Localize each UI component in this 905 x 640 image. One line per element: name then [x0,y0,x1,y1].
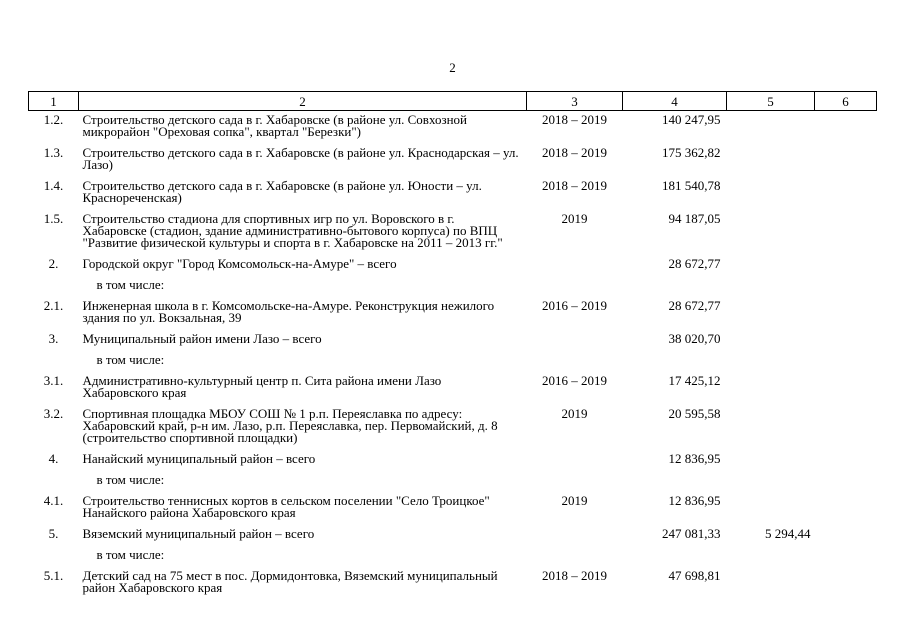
column-5-value [727,210,815,255]
column-5-value [727,492,815,525]
row-number: 1.3. [43,145,64,160]
table-row [29,297,877,330]
column-5-value [727,330,815,351]
header-cell-3: 3 [527,92,623,111]
table-row [29,471,877,492]
column-5-value [727,546,815,567]
column-6-value [815,471,877,492]
object-name: Вяземский муниципальный район – всего [82,526,315,541]
column-6-value [815,297,877,330]
header-cell-1: 1 [29,92,79,111]
amount [623,546,727,567]
years [527,471,623,492]
years [527,255,623,276]
amount: 247 081,33 [662,526,721,541]
table-row [29,144,877,177]
page-number: 2 [449,60,456,75]
object-name: Детский сад на 75 мест в пос. Дормидонтовка, Вяземский муниципальный район Хабаровского края [82,568,498,595]
table-row [29,276,877,297]
amount [623,276,727,297]
years [527,351,623,372]
row-number: 1.2. [43,112,64,127]
table-row [29,546,877,567]
years: 2019 [561,406,588,421]
table-row [29,330,877,351]
column-6-value [815,567,877,600]
row-number: 2. [48,256,59,271]
table-row [29,405,877,450]
column-5-value: 5 294,44 [765,526,811,541]
column-6-value [815,351,877,372]
column-5-value [727,351,815,372]
column-6-value [815,525,877,546]
row-number: 3.1. [43,373,64,388]
row-number [29,546,79,567]
object-name: в том числе: [96,277,165,292]
column-6-value [815,111,877,145]
row-number: 5.1. [43,568,64,583]
amount: 38 020,70 [668,331,721,346]
column-6-value [815,546,877,567]
years [527,525,623,546]
object-name: Строительство теннисных кортов в сельском поселении "Село Троицкое" Нанайского района Хабаровского края [82,493,490,520]
column-6-value [815,330,877,351]
column-6-value [815,372,877,405]
amount: 20 595,58 [668,406,721,421]
table-row [29,567,877,600]
column-5-value [727,177,815,210]
row-number [29,351,79,372]
object-name: Строительство детского сада в г. Хабаровске (в районе ул. Юности – ул. Краснореченская) [82,178,482,205]
object-name: Административно-культурный центр п. Сита района имени Лазо Хабаровского края [82,373,442,400]
years: 2018 – 2019 [542,178,607,193]
object-name: Спортивная площадка МБОУ СОШ № 1 р.п. Переяславка по адресу: Хабаровский край, р-н им. Лазо, р.п. Переяславка, пер. Первомайский, д. 8 (строительство спортивной площадки) [82,406,498,445]
column-6-value [815,144,877,177]
column-5-value [727,405,815,450]
row-number: 4. [48,451,59,466]
object-name: Строительство стадиона для спортивных игр по ул. Воровского в г. Хабаровске (стадион, здание административно-бытового корпуса) по ВПЦ "Развитие физической культуры и спорта в г. Хабаровске на 2011 – 2013 гг." [82,211,503,250]
column-5-value [727,297,815,330]
object-name: Городской округ "Город Комсомольск-на-Амуре" – всего [82,256,397,271]
years: 2018 – 2019 [542,568,607,583]
row-number: 3. [48,331,59,346]
years [527,276,623,297]
years: 2018 – 2019 [542,112,607,127]
years [527,450,623,471]
table-row [29,177,877,210]
column-6-value [815,210,877,255]
column-5-value [727,111,815,145]
object-name: в том числе: [96,547,165,562]
row-number: 3.2. [43,406,64,421]
object-name: в том числе: [96,472,165,487]
table-row [29,372,877,405]
table-row [29,525,877,546]
header-cell-2: 2 [79,92,527,111]
amount [623,351,727,372]
years [527,546,623,567]
table-row [29,450,877,471]
amount: 28 672,77 [668,298,721,313]
years [527,330,623,351]
years: 2016 – 2019 [542,373,607,388]
header-cell-4: 4 [623,92,727,111]
table-row [29,111,877,145]
row-number: 2.1. [43,298,64,313]
amount: 12 836,95 [668,451,721,466]
row-number: 1.5. [43,211,64,226]
column-6-value [815,492,877,525]
table-header [29,92,877,111]
column-6-value [815,405,877,450]
table-row [29,255,877,276]
row-number: 1.4. [43,178,64,193]
amount: 17 425,12 [668,373,721,388]
amount: 12 836,95 [668,493,721,508]
row-number [29,471,79,492]
column-5-value [727,276,815,297]
object-name: в том числе: [96,352,165,367]
column-6-value [815,450,877,471]
object-name: Инженерная школа в г. Комсомольске-на-Амуре. Реконструкция нежилого здания по ул. Вокзальная, 39 [82,298,495,325]
object-name: Муниципальный район имени Лазо – всего [82,331,322,346]
column-5-value [727,471,815,492]
column-5-value [727,144,815,177]
object-name: Строительство детского сада в г. Хабаровске (в районе ул. Краснодарская – ул. Лазо) [82,145,519,172]
row-number [29,276,79,297]
row-number: 4.1. [43,493,64,508]
funding-table [28,91,877,600]
column-5-value [727,372,815,405]
amount: 140 247,95 [662,112,721,127]
table-row [29,492,877,525]
header-row [29,92,877,111]
column-6-value [815,177,877,210]
column-5-value [727,255,815,276]
amount: 181 540,78 [662,178,721,193]
amount: 28 672,77 [668,256,721,271]
table-row [29,210,877,255]
header-cell-6: 6 [815,92,877,111]
object-name: Строительство детского сада в г. Хабаровске (в районе ул. Совхозной микрорайон "Ореховая сопка", квартал "Березки") [82,112,467,139]
amount [623,471,727,492]
years: 2019 [561,493,588,508]
column-6-value [815,276,877,297]
object-name: Нанайский муниципальный район – всего [82,451,316,466]
amount: 47 698,81 [668,568,721,583]
table-row [29,351,877,372]
years: 2018 – 2019 [542,145,607,160]
years: 2019 [561,211,588,226]
table-body [29,111,877,601]
row-number: 5. [48,526,59,541]
amount: 94 187,05 [668,211,721,226]
column-6-value [815,255,877,276]
column-5-value [727,567,815,600]
header-cell-5: 5 [727,92,815,111]
column-5-value [727,450,815,471]
years: 2016 – 2019 [542,298,607,313]
amount: 175 362,82 [662,145,721,160]
